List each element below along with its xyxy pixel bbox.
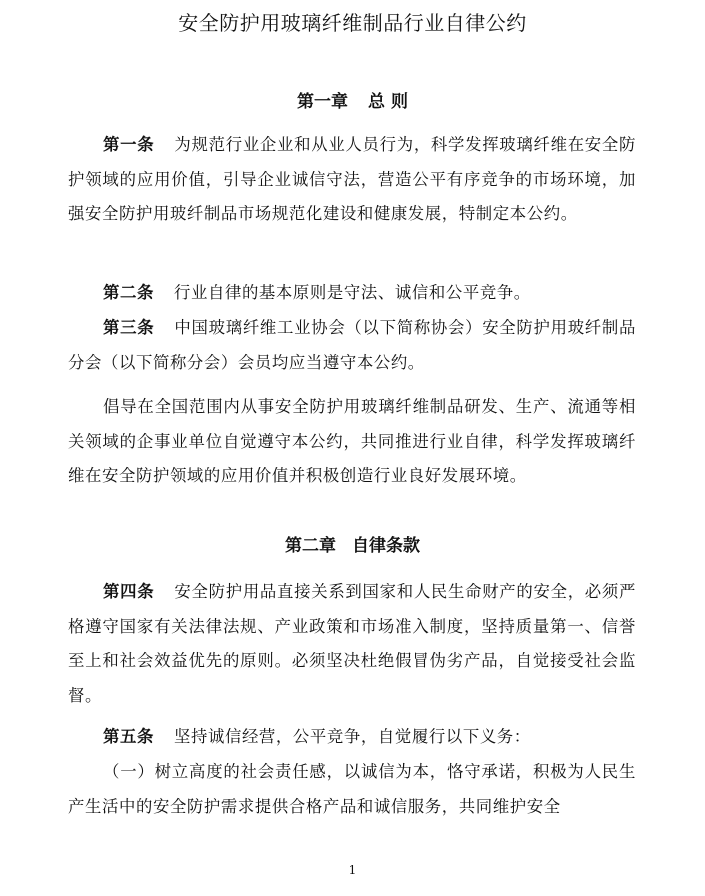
article-number: 第四条: [103, 582, 155, 601]
article-paragraph: [68, 311, 636, 380]
article-text: 为规范行业企业和从业人员行为，科学发挥玻璃纤维在安全防护领域的应用价值，引导企业诚信守法，营造公平有序竞争的市场环境，加强安全防护用玻纤制品市场规范化建设和健康发展，特制定本公约。: [68, 135, 636, 223]
chapter-name: 自律条款: [352, 536, 420, 556]
article-text: 中国玻璃纤维工业协会（以下简称协会）安全防护用玻纤制品分会（以下简称分会）会员均应当遵守本公约。: [68, 318, 636, 372]
article-paragraph: [68, 276, 636, 311]
page-number: 1: [348, 863, 357, 877]
article-number: 第二条: [103, 283, 154, 302]
body-paragraph: [68, 755, 636, 824]
paragraph-text: （一）树立高度的社会责任感，以诚信为本，恪守承诺，积极为人民生产生活中的安全防护需求提供合格产品和诚信服务，共同维护安全: [68, 762, 636, 816]
chapter-number: 第一章: [297, 92, 349, 112]
body-paragraph: [68, 390, 636, 494]
article-paragraph: [68, 128, 636, 232]
article-text: 坚持诚信经营，公平竞争，自觉履行以下义务：: [173, 727, 531, 746]
article-paragraph: [68, 720, 636, 755]
article-paragraph: [68, 575, 636, 713]
chapter-number: 第二章: [285, 536, 336, 556]
document-title: 安全防护用玻璃纤维制品行业自律公约: [178, 11, 527, 35]
paragraph-text: 倡导在全国范围内从事安全防护用玻璃纤维制品研发、生产、流通等相关领域的企事业单位自觉遵守本公约，共同推进行业自律，科学发挥玻璃纤维在安全防护领域的应用价值并积极创造行业良好发展环境。: [68, 397, 636, 485]
chapter-1-heading: [0, 89, 705, 115]
article-number: 第一条: [103, 135, 155, 154]
article-number: 第三条: [103, 318, 155, 337]
article-number: 第五条: [103, 727, 154, 746]
article-text: 行业自律的基本原则是守法、诚信和公平竞争。: [173, 283, 531, 302]
chapter-name: 总 则: [368, 92, 408, 112]
chapter-2-heading: [0, 533, 705, 559]
article-text: 安全防护用品直接关系到国家和人民生命财产的安全，必须严格遵守国家有关法律法规、产业政策和市场准入制度，坚持质量第一、信誉至上和社会效益优先的原则。必须坚决杜绝假冒伪劣产品，自觉接受社会监督。: [68, 582, 636, 705]
